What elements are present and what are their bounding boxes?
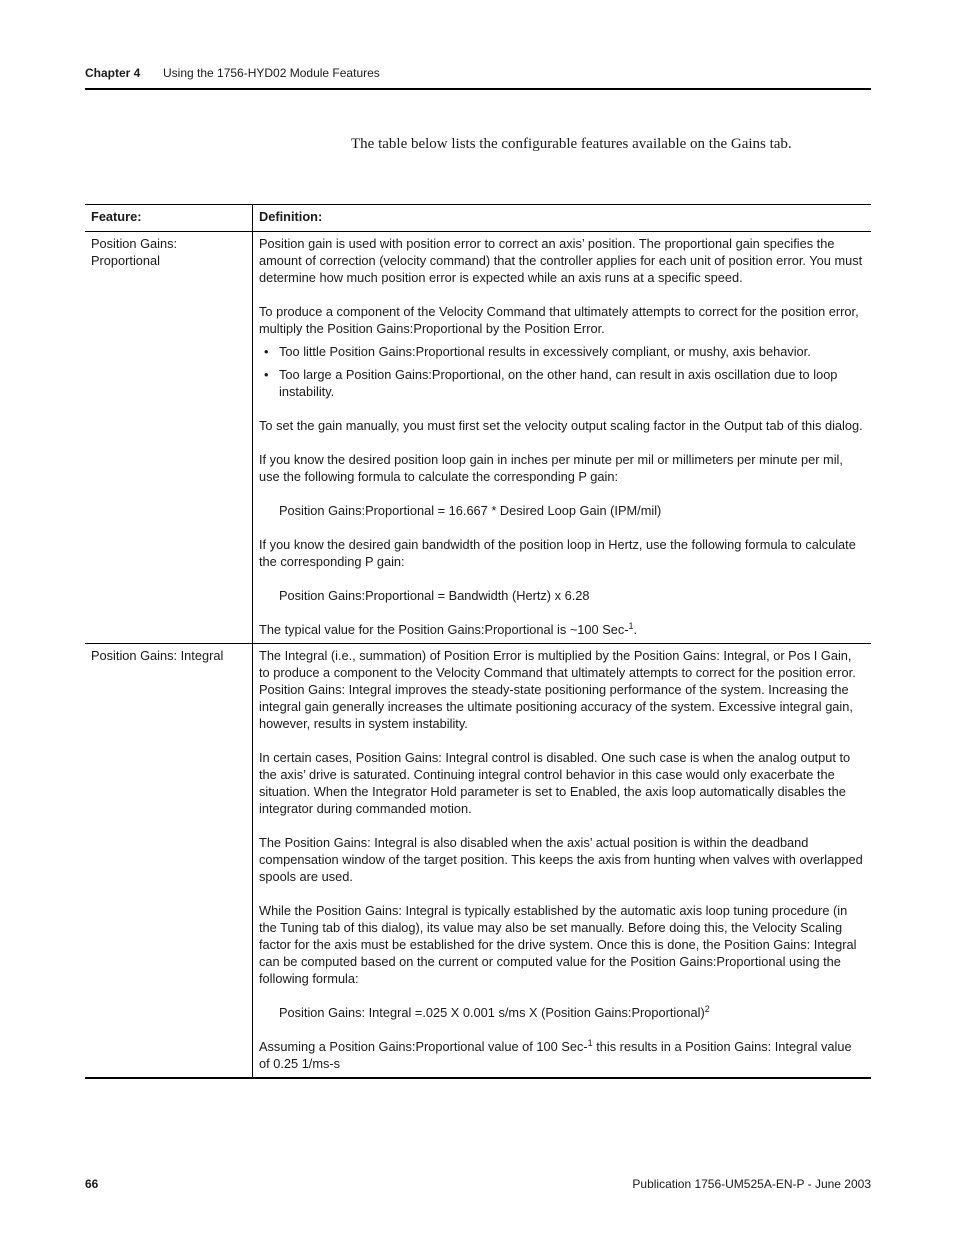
list-item-text: Too large a Position Gains:Proportional, on the other hand, can result in axis oscillation due to loop instability. (279, 367, 838, 399)
formula (259, 1004, 865, 1021)
definition-cell (253, 232, 872, 644)
definition-paragraph: If you know the desired gain bandwidth of the position loop in Hertz, use the following formula to calculate the corresponding P gain: (259, 537, 856, 569)
typical-value-text: The typical value for the Position Gains:Proportional is ~100 Sec- (259, 622, 629, 637)
list-item (259, 366, 865, 400)
assumption-result-text: this results in a Position Gains: Integral value of 0.25 1/ms-s (259, 1039, 852, 1071)
list-item-text: Too little Position Gains:Proportional results in excessively compliant, or mushy, axis behavior. (279, 344, 811, 359)
definition-cell (253, 644, 872, 1079)
period: . (633, 622, 638, 637)
definition-paragraph: To produce a component of the Velocity Command that ultimately attempts to correct for the position error, multiply the Position Gains:Proportional by the Position Error. (259, 304, 859, 336)
feature-cell: Position Gains: Integral (85, 644, 253, 1079)
assumption-text: Assuming a Position Gains:Proportional value of 100 Sec- (259, 1039, 588, 1054)
chapter-title: Using the 1756-HYD02 Module Features (163, 66, 380, 80)
formula: Position Gains:Proportional = 16.667 * Desired Loop Gain (IPM/mil) (279, 503, 662, 518)
publication-info: Publication 1756-UM525A-EN-P - June 2003 (632, 1177, 871, 1191)
definition-paragraph: To set the gain manually, you must first set the velocity output scaling factor in the Output tab of this dialog. (259, 418, 863, 433)
bullet-icon: • (264, 344, 269, 359)
gains-feature-table (85, 204, 871, 1079)
definition-paragraph (259, 621, 865, 638)
header-rule (85, 88, 871, 90)
definition-paragraph: The Integral (i.e., summation) of Position Error is multiplied by the Position Gains: Integral, or Pos I Gain, to produce a component to the Velocity Command that ultimately attempts to correct for the position error. Position Gains: Integral improves the steady-state positioning performance of the system. Increasing the integral gain generally increases the ultimate positioning accuracy of the system. Excessive integral gain, however, results in system instability. (259, 648, 856, 731)
feature-column-header: Feature: (85, 205, 253, 232)
page-number: 66 (85, 1177, 99, 1191)
definition-paragraph: The Position Gains: Integral is also disabled when the axis’ actual position is within the deadband compensation window of the target position. This keeps the axis from hunting when valves with overlapped spools are used. (259, 835, 863, 884)
definition-paragraph: Position gain is used with position error to correct an axis’ position. The proportional gain specifies the amount of correction (velocity command) that the controller applies for each unit of position error. You must determine how much position error is expected while an axis runs at a specific speed. (259, 236, 863, 285)
definition-paragraph (259, 1038, 865, 1072)
feature-cell: Position Gains: Proportional (85, 232, 253, 644)
bullet-icon: • (264, 367, 269, 382)
list-item (259, 343, 865, 360)
superscript: 1 (628, 621, 634, 631)
definition-column-header: Definition: (253, 205, 872, 232)
definition-paragraph: In certain cases, Position Gains: Integral control is disabled. One such case is when the analog output to the axis’ drive is saturated. Continuing integral control behavior in this case would only exacerbate the situation. When the Integrator Hold parameter is set to Enabled, the axis loop automatically disables the integrator during commanded motion. (259, 750, 851, 816)
page-header (85, 66, 871, 80)
definition-paragraph: While the Position Gains: Integral is typically established by the automatic axis loop tuning procedure (in the Tuning tab of this dialog), its value may also be set manually. Before doing this, the Velocity Scaling factor for the axis must be established for the drive system. Once this is done, the Position Gains: Integral can be computed based on the current or computed value for the Position Gains:Proportional using the following formula: (259, 903, 857, 986)
formula-text: Position Gains: Integral =.025 X 0.001 s/ms X (Position Gains:Proportional) (279, 1005, 705, 1020)
chapter-label: Chapter 4 (85, 66, 141, 80)
definition-paragraph: If you know the desired position loop gain in inches per minute per mil or millimeters per minute per mil, use the following formula to calculate the corresponding P gain: (259, 452, 843, 484)
table-row (85, 232, 871, 644)
intro-text: The table below lists the configurable features available on the Gains tab. (351, 136, 792, 152)
table-header-row (85, 205, 871, 232)
superscript: 1 (587, 1038, 593, 1048)
table-row (85, 644, 871, 1079)
superscript: 2 (704, 1004, 710, 1014)
formula: Position Gains:Proportional = Bandwidth (Hertz) x 6.28 (279, 588, 590, 603)
bullet-list (259, 343, 865, 400)
